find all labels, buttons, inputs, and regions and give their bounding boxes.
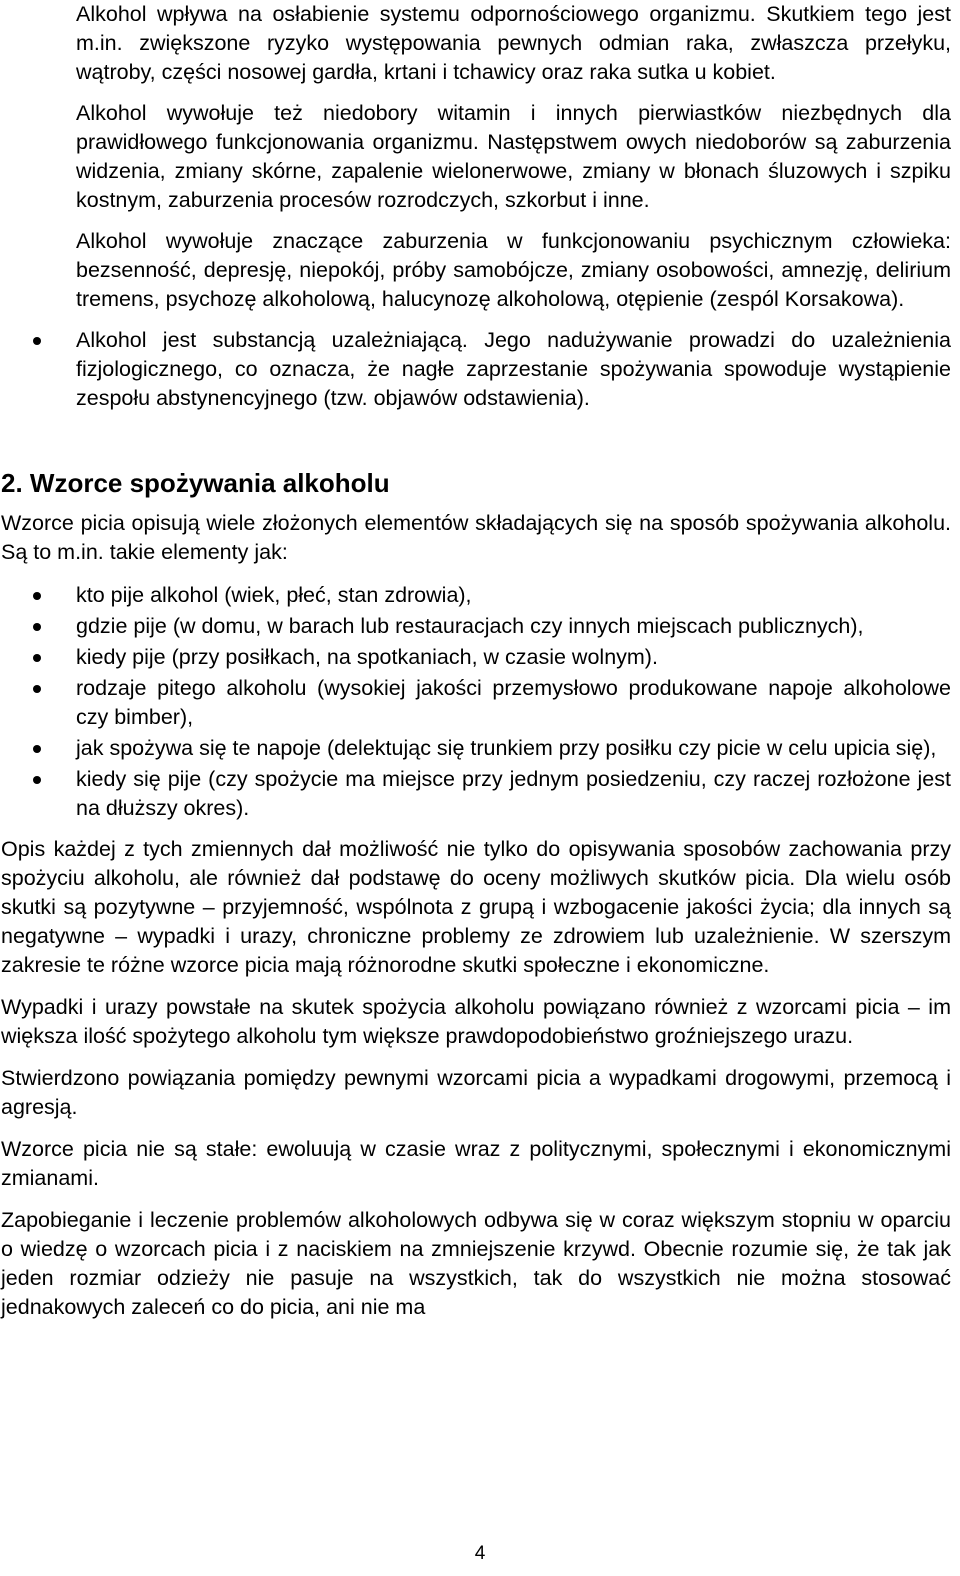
- paragraph-patterns-evolve: Wzorce picia nie są stałe: ewoluują w czasie wraz z politycznymi, społecznymi i ekonomicznymi zmianami.: [1, 1137, 951, 1190]
- bullet-icon: [33, 654, 41, 662]
- paragraph-road-accidents: Stwierdzono powiązania pomiędzy pewnymi wzorcami picia a wypadkami drogowymi, przemocą i agresją.: [1, 1066, 951, 1119]
- list-item: [0, 734, 960, 763]
- bullet-icon: [33, 592, 41, 600]
- list-item: [0, 581, 960, 610]
- list-item-text: kto pije alkohol (wiek, płeć, stan zdrowia),: [76, 583, 472, 607]
- list-item-text: kiedy pije (przy posiłkach, na spotkaniach, w czasie wolnym).: [76, 645, 658, 669]
- paragraph-effects-of-drinking: Opis każdej z tych zmiennych dał możliwość nie tylko do opisywania sposobów zachowania przy spożyciu alkoholu, ale również dał podstawę do oceny możliwych skutków picia. Dla wielu osób skutki są pozytywne – przyjemność, wspólnota z grupą i wzbogacenie jakości życia; dla innych są negatywne – wypadki i urazy, chroniczne problemy ze zdrowiem lub uzależnienie. W szerszym zakresie te różne wzorce picia mają różnorodne skutki społeczne i ekonomiczne.: [1, 837, 951, 977]
- bullet-list-drinking-patterns: [0, 581, 960, 823]
- list-item-text: Alkohol jest substancją uzależniającą. Jego nadużywanie prowadzi do uzależnienia fizjologicznego, co oznacza, że nagłe zaprzestanie spożywania spowoduje wystąpienie zespołu abstynencyjnego (tzw. objawów odstawienia).: [76, 328, 951, 410]
- list-item: [0, 674, 960, 732]
- list-item: [0, 765, 960, 823]
- list-item-text: rodzaje pitego alkoholu (wysokiej jakości przemysłowo produkowane napoje alkoholowe czy bimber),: [76, 676, 951, 729]
- list-item-text: kiedy się pije (czy spożycie ma miejsce przy jednym posiedzeniu, czy raczej rozłożone jest na dłuższy okres).: [76, 767, 951, 820]
- page-number: 4: [474, 1543, 486, 1564]
- bullet-icon: [33, 685, 41, 693]
- list-item: [0, 612, 960, 641]
- bullet-icon: [33, 776, 41, 784]
- paragraph-prevention: Zapobieganie i leczenie problemów alkoholowych odbywa się w coraz większym stopniu w oparciu o wiedzę o wzorcach picia i z naciskiem na zmniejszenie krzywd. Obecnie rozumie się, że tak jak jeden rozmiar odzieży nie pasuje na wszystkich, tak do wszystkich nie można stosować jednakowych zaleceń co do picia, ani nie ma: [1, 1208, 951, 1319]
- bullet-icon: [33, 745, 41, 753]
- list-item-text: jak spożywa się te napoje (delektując się trunkiem przy posiłku czy picie w celu upicia się),: [76, 736, 937, 760]
- bullet-list-addiction: [0, 326, 960, 413]
- paragraph-psychological-effects: Alkohol wywołuje znaczące zaburzenia w funkcjonowaniu psychicznym człowieka: bezsenność, depresję, niepokój, próby samobójcze, zmiany osobowości, amnezję, delirium tremens, psychozę alkoholową, halucynozę alkoholową, otępienie (zespól Korsakowa).: [76, 229, 951, 311]
- bullet-icon: [33, 623, 41, 631]
- section-heading: 2. Wzorce spożywania alkoholu: [1, 468, 390, 498]
- paragraph-vitamin-deficiency: Alkohol wywołuje też niedobory witamin i innych pierwiastków niezbędnych dla prawidłowego funkcjonowania organizmu. Następstwem owych niedoborów są zaburzenia widzenia, zmiany skórne, zapalenie wielonerwowe, zmiany w błonach śluzowych i szpiku kostnym, zaburzenia procesów rozrodczych, szkorbut i inne.: [76, 101, 951, 212]
- list-item: [0, 326, 960, 413]
- list-item: [0, 643, 960, 672]
- paragraph-immune-system: Alkohol wpływa na osłabienie systemu odpornościowego organizmu. Skutkiem tego jest m.in. zwiększone ryzyko występowania pewnych odmian raka, zwłaszcza przełyku, wątroby, części nosowej gardła, krtani i tchawicy oraz raka sutka u kobiet.: [76, 2, 951, 84]
- paragraph-accidents: Wypadki i urazy powstałe na skutek spożycia alkoholu powiązano również z wzorcami picia – im większa ilość spożytego alkoholu tym większe prawdopodobieństwo groźniejszego urazu.: [1, 995, 951, 1048]
- list-item-text: gdzie pije (w domu, w barach lub restauracjach czy innych miejscach publicznych),: [76, 614, 864, 638]
- bullet-icon: [33, 337, 41, 345]
- section-intro: Wzorce picia opisują wiele złożonych elementów składających się na sposób spożywania alkoholu. Są to m.in. takie elementy jak:: [1, 511, 951, 564]
